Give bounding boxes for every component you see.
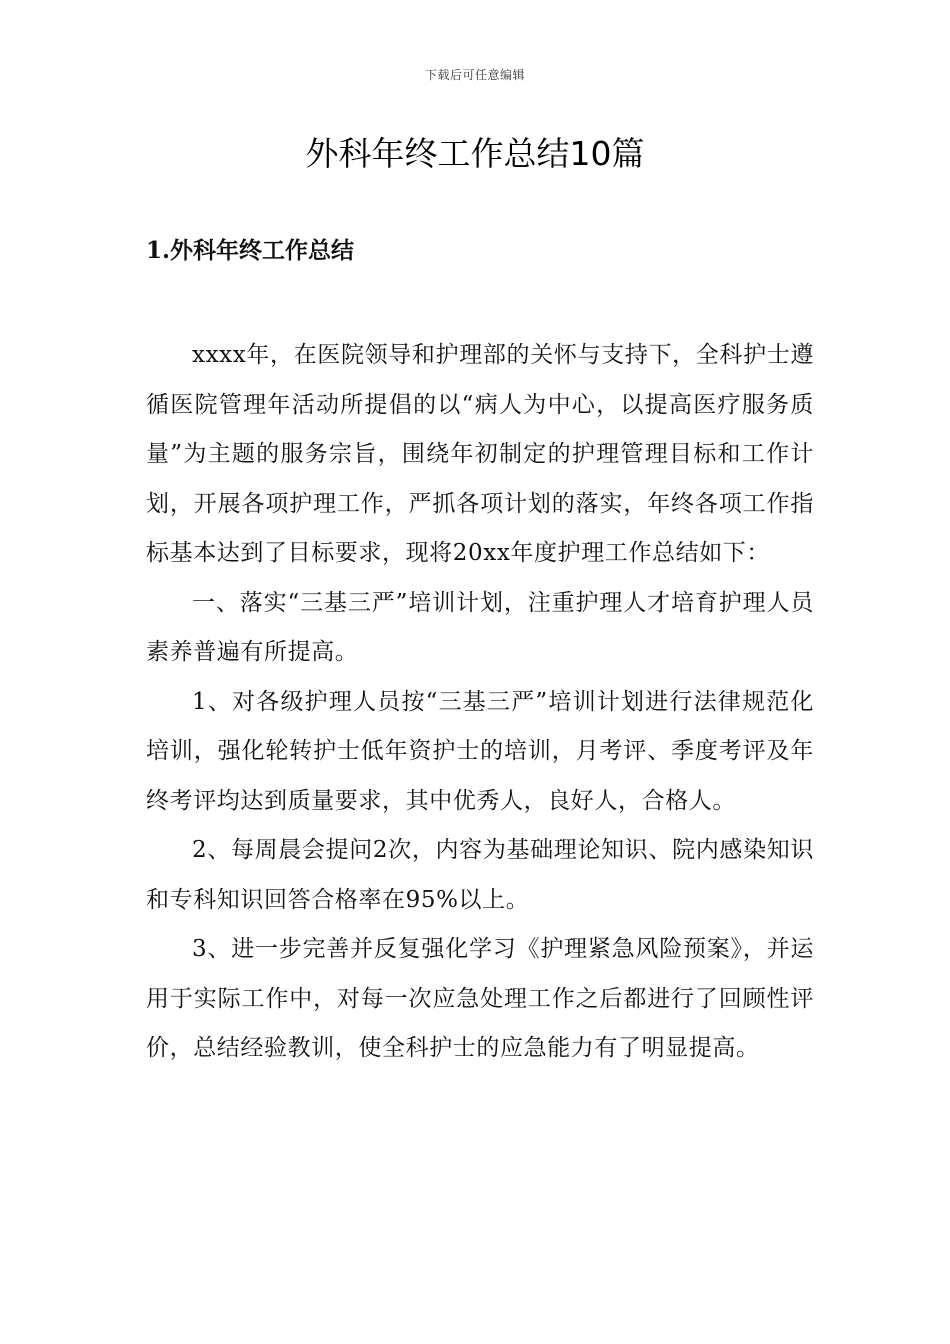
paragraph-item-2: 2、每周晨会提问2次，内容为基础理论知识、院内感染知识和专科知识回答合格率在95%以上。	[146, 837, 814, 913]
paragraph-intro: xxxx年，在医院领导和护理部的关怀与支持下，全科护士遵循医院管理年活动所提倡的以“病人为中心，以提高医疗服务质量”为主题的服务宗旨，围绕年初制定的护理管理目标和工作计划，开展各项护理工作，严抓各项计划的落实，年终各项工作指标基本达到了目标要求，现将20xx年度护理工作总结如下：	[146, 342, 814, 566]
document-title: 外科年终工作总结10篇	[305, 134, 645, 173]
document-body	[146, 331, 814, 1074]
paragraph-item-1: 1、对各级护理人员按“三基三严”培训计划进行法律规范化培训，强化轮转护士低年资护士的培训，月考评、季度考评及年终考评均达到质量要求，其中优秀人，良好人，合格人。	[146, 688, 814, 814]
paragraph-item-3: 3、进一步完善并反复强化学习《护理紧急风险预案》，并运用于实际工作中，对每一次应急处理工作之后都进行了回顾性评价，总结经验教训，使全科护士的应急能力有了明显提高。	[146, 936, 814, 1061]
paragraph-section-one: 一、落实“三基三严”培训计划，注重护理人才培育护理人员素养普遍有所提高。	[146, 589, 814, 665]
section-heading: 1.外科年终工作总结	[146, 237, 355, 264]
header-note: 下载后可任意编辑	[424, 68, 525, 82]
